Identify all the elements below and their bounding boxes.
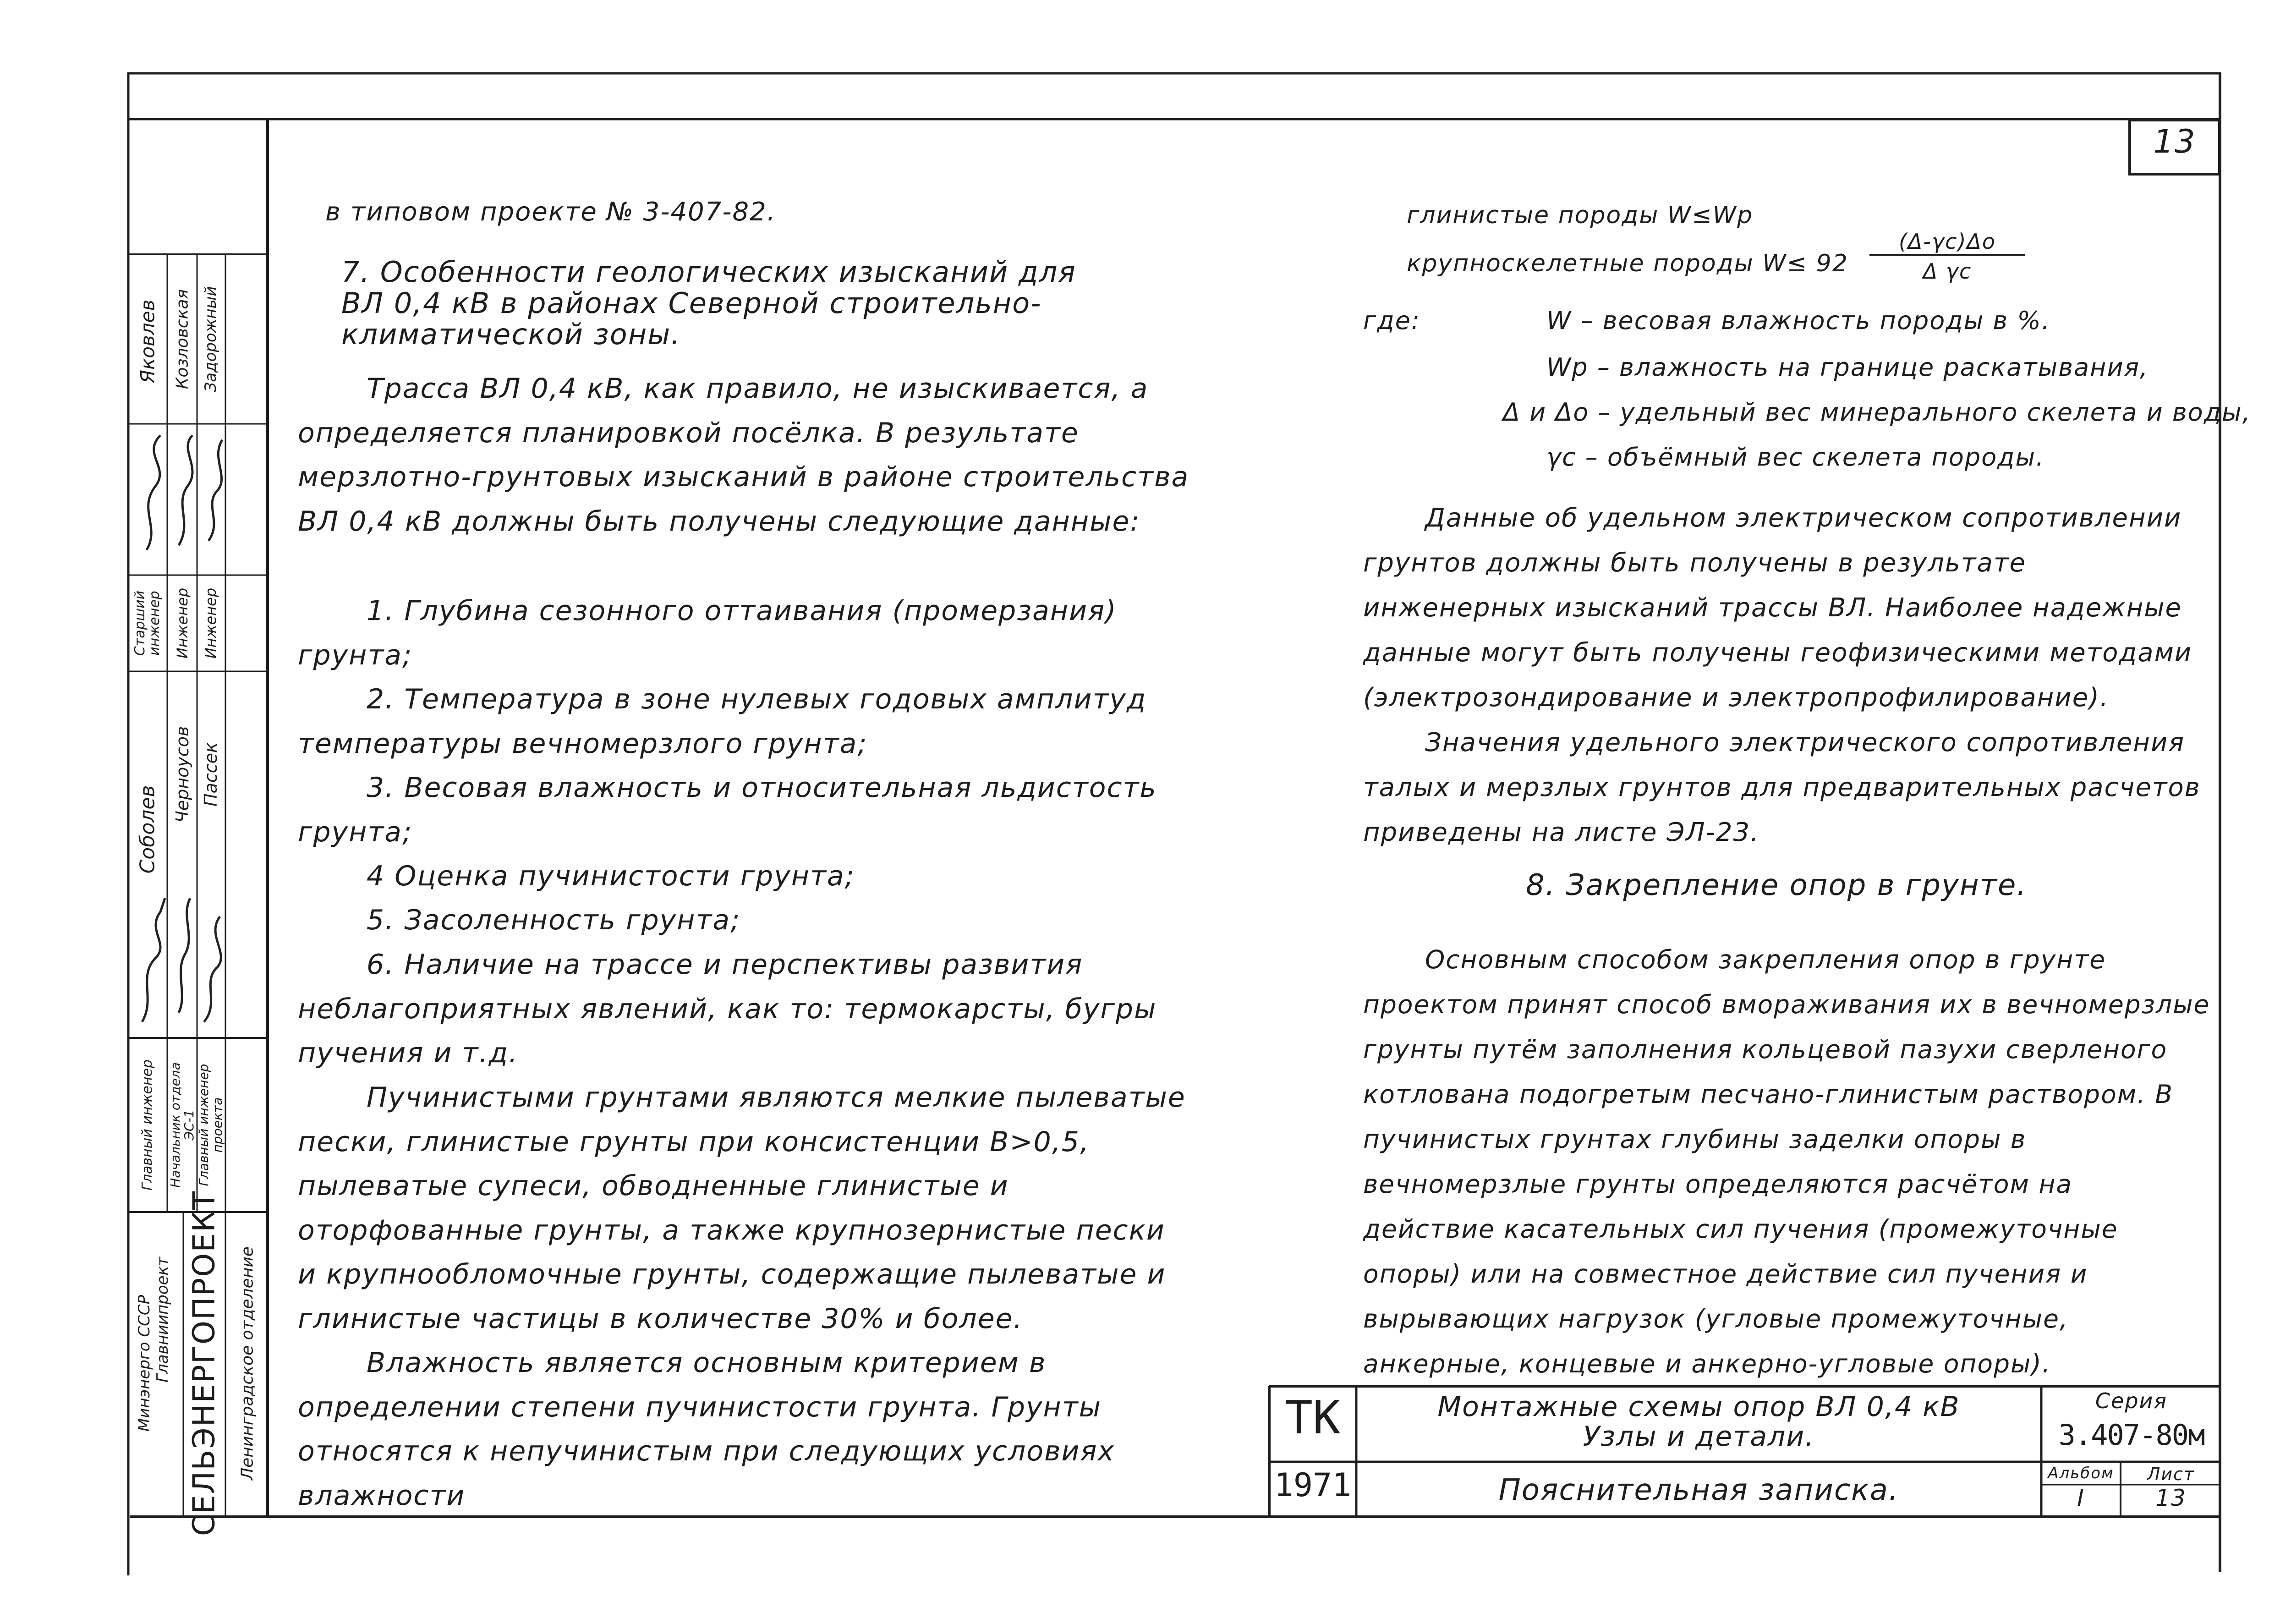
sheet-value: 13 bbox=[2155, 1485, 2187, 1511]
stamp-name-chernousov: Черноусов bbox=[172, 726, 192, 823]
stamp-position-engineer-2: Инженер bbox=[202, 587, 219, 659]
album-label: Альбом bbox=[2048, 1464, 2114, 1482]
definition-gamma: γc – объёмный вес скелета породы. bbox=[1546, 443, 2045, 472]
left-item-1: 1. Глубина сезонного оттаивания (промерзания) грунта; bbox=[298, 595, 1117, 671]
left-item-2: 2. Температура в зоне нулевых годовых амплитуд температуры вечномерзлого грунта; bbox=[298, 683, 1147, 760]
definition-w: W – весовая влажность породы в %. bbox=[1546, 306, 2050, 335]
left-item-3: 3. Весовая влажность и относительная льдистость грунта; bbox=[298, 772, 1157, 848]
left-paragraph-heaving: Пучинистыми грунтами являются мелкие пылеватые пески, глинистые грунты при консистенции В>0,5, пылеватые супеси, обводненные глинистые и оторфованные грунты, а также крупнозернистые пески и крупнообломочные грунты, содержащие пылеватые и глинистые частицы в количестве 30% и более. bbox=[298, 1081, 1186, 1335]
where-label: где: bbox=[1363, 306, 1421, 335]
left-item-5: 5. Засоленность грунта; bbox=[367, 904, 741, 936]
right-paragraph-fixing: Основным способом закрепления опор в грунте проектом принят способ вмораживания их в вечномерзлые грунты путём заполнения кольцевой пазухи сверленого котлована подогретым песчано-глинистым раствором. В пучинистых грунтах глубины заделки опоры в вечномерзлые грунты определяются расчётом на действие касательных сил пучения (промежуточные опоры) или на совместное действие сил пучения и вырывающих нагрузок (угловые промежуточные, анкерные, концевые и анкерно-угловые опоры). bbox=[1363, 945, 2210, 1378]
stamp-name-zadorozhny: Задорожный bbox=[202, 286, 220, 392]
right-paragraph-resistivity: Данные об удельном электрическом сопротивлении грунтов должны быть получены в результате инженерных изысканий трассы ВЛ. Наиболее надежные данные могут быть получены геофизическими методами (электрозондирование и электропрофилирование). bbox=[1363, 503, 2192, 713]
left-ref-line: в типовом проекте № 3-407-82. bbox=[325, 197, 776, 227]
album-value: I bbox=[2077, 1485, 2085, 1511]
left-item-4: 4 Оценка пучинистости грунта; bbox=[367, 860, 855, 892]
stamp-position-engineer-1: Инженер bbox=[174, 587, 191, 659]
title-line-2: Узлы и детали. bbox=[1583, 1421, 1815, 1453]
left-paragraph-moisture: Влажность является основным критерием в определении степени пучинистости грунта. Грунты относятся к непучинистым при следующих условиях влажности bbox=[298, 1347, 1115, 1512]
section-8-heading: 8. Закрепление опор в грунте. bbox=[1526, 868, 2027, 902]
formula-fraction-denominator: Δ γc bbox=[1923, 259, 1972, 284]
series-value: 3.407-80м bbox=[2058, 1418, 2204, 1452]
stamp-name-sobolev: Соболев bbox=[136, 785, 159, 874]
title-line-1: Монтажные схемы опор ВЛ 0,4 кВ bbox=[1437, 1391, 1960, 1423]
formula-coarse: крупноскелетные породы W≤ 92 bbox=[1407, 250, 1848, 277]
title-code: ТК bbox=[1285, 1391, 1341, 1444]
stamp-org-institute: Главниипроект bbox=[153, 1257, 172, 1383]
title-subtitle: Пояснительная записка. bbox=[1498, 1473, 1899, 1507]
stamp-position-chief-project: Главный инженер проекта bbox=[196, 1064, 225, 1186]
stamp-position-chief-engineer: Главный инженер bbox=[139, 1059, 155, 1191]
formula-clay: глинистые породы W≤Wp bbox=[1407, 202, 1754, 229]
sheet-number: 13 bbox=[2153, 123, 2196, 160]
definition-delta: Δ и Δо – удельный вес минерального скелета и воды, bbox=[1503, 398, 2251, 427]
section-7-heading: 7. Особенности геологических изысканий для ВЛ 0,4 кВ в районах Северной строительно-климатической зоны. bbox=[341, 255, 1076, 351]
series-label: Серия bbox=[2095, 1388, 2168, 1413]
title-year: 1971 bbox=[1274, 1466, 1352, 1504]
sheet-label: Лист bbox=[2147, 1464, 2195, 1484]
stamp-position-head-dept: Начальник отдела ЭС-1 bbox=[168, 1062, 197, 1188]
stamp-org-ministry: Минэнерго СССР bbox=[135, 1295, 153, 1432]
stamp-name-passek: Пассек bbox=[201, 742, 221, 807]
stamp-org-main: СЕЛЬЭНЕРГОПРОЕКТ bbox=[186, 1190, 222, 1536]
left-paragraph-route: Трасса ВЛ 0,4 кВ, как правило, не изыскивается, а определяется планировкой посёлка. В результате мерзлотно-грунтовых изысканий в районе строительства ВЛ 0,4 кВ должны быть получены следующие данные: bbox=[298, 373, 1189, 538]
left-item-6: 6. Наличие на трассе и перспективы развития неблагоприятных явлений, как то: термокарсты, бугры пучения и т.д. bbox=[298, 949, 1157, 1069]
stamp-name-kozlovskaya: Козловская bbox=[173, 289, 192, 390]
formula-fraction-numerator: (Δ-γc)Δо bbox=[1869, 229, 2025, 256]
stamp-name-yakovlev: Яковлев bbox=[136, 299, 159, 384]
stamp-org-sub: Ленинградское отделение bbox=[238, 1246, 257, 1480]
right-paragraph-values: Значения удельного электрического сопротивления талых и мерзлых грунтов для предварительных расчетов приведены на листе ЭЛ-23. bbox=[1363, 728, 2201, 847]
stamp-position-senior-engineer: Старший инженер bbox=[132, 590, 163, 656]
definition-wp: Wp – влажность на границе раскатывания, bbox=[1546, 353, 2149, 382]
